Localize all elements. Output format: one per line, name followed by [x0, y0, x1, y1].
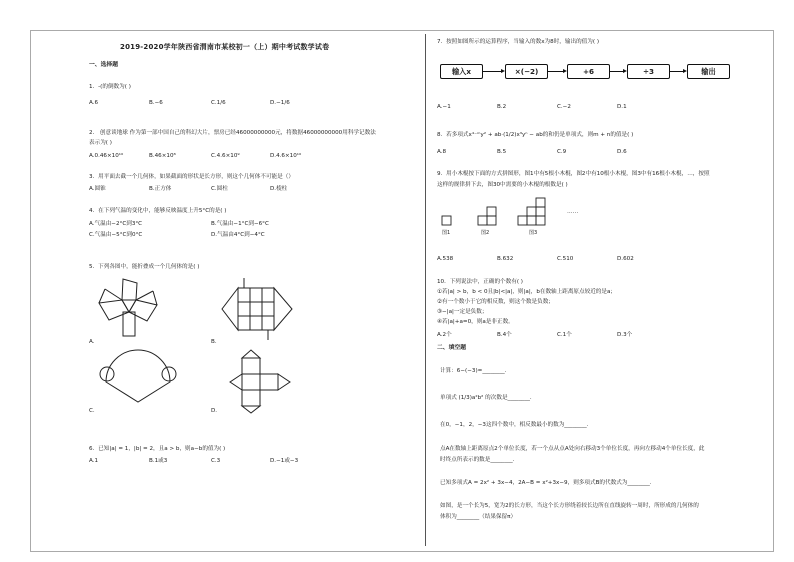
q4-option-c: C.气温由−5°C到0°C	[89, 232, 143, 238]
q10-statement-2: ②有一个数小于它的相反数，则这个数是负数；	[437, 299, 554, 305]
q1-option-b: B.−6	[149, 100, 163, 106]
q9-fig3-label: 图3	[529, 230, 538, 236]
q8-stem: 8．若多项式x⁴⁻ᵐy² + ab·(1/2)x³yⁿ − ab的和仍是单项式，则m + n的值是( )	[437, 132, 634, 138]
q7-option-b: B.2	[497, 104, 507, 110]
q9-stem-line2: 这样的规律拼下去，图30中需要的小木棍的根数是( )	[437, 182, 568, 188]
fill-4-line1: 点A在数轴上距离原点2个单位长度，若一个点从点A处向右移动3个单位长度，再向左移动4个单位长度，此	[440, 446, 705, 452]
q5-figure-b	[220, 278, 298, 343]
exam-title: 2019-2020学年陕西省渭南市某校初一（上）期中考试数学试卷	[120, 43, 330, 51]
fill-6-line1: 如图，是一个长为5，宽为2的长方形，当这个长方形绕着较长边所在直线旋转一周时，所形成的几何体的	[440, 503, 699, 509]
q9-option-a: A.538	[437, 256, 454, 262]
q10-statement-4: ④若|a|+a=0，则a是非正数。	[437, 319, 514, 325]
q2-option-c: C.4.6×10⁹	[211, 153, 240, 159]
q10-statement-3: ③−|a|一定是负数；	[437, 309, 488, 315]
q1-option-a: A.6	[89, 100, 99, 106]
q7-option-c: C.−2	[557, 104, 571, 110]
flow-box-output: 输出	[687, 64, 730, 79]
q6-option-c: C.3	[211, 458, 221, 464]
q8-option-d: D.6	[617, 149, 627, 155]
q5-stem: 5．下列各图中，能折叠成一个几何体的是( )	[89, 264, 200, 270]
q5-option-a-label: A.	[89, 339, 95, 345]
flow-arrow-3	[610, 71, 625, 72]
q1-stem: 1．-(的倒数为( )	[89, 84, 131, 90]
q10-statement-1: ①若|a| > b，b < 0且|b|<|a|，则|a|，b在数轴上距离原点较近的是a；	[437, 289, 617, 295]
q5-figure-c	[98, 350, 178, 410]
q6-option-a: A.1	[89, 458, 99, 464]
q8-option-a: A.8	[437, 149, 447, 155]
q2-option-a: A.0.46×10¹⁰	[89, 153, 124, 159]
q4-stem: 4．在下列气温的变化中，能够反映温度上升5°C的是( )	[89, 208, 227, 214]
fill-3: 在0，−1，2，−3这四个数中，相反数最小的数为________.	[440, 422, 589, 428]
q1-option-c: C.1/6	[211, 100, 226, 106]
q2-stem-line2: 表示为( )	[89, 140, 112, 146]
q3-stem: 3．用平面去截一个几何体，如果截面的形状是长方形，则这个几何体不可能是（）	[89, 174, 294, 180]
q7-stem: 7．按照如图所示的运算程序，当输入的数x为8时，输出的值为( )	[437, 39, 600, 45]
section-fill-heading: 二、填空题	[437, 345, 466, 351]
q1-option-d: D.−1/6	[270, 100, 290, 106]
q7-option-a: A.−1	[437, 104, 451, 110]
fill-6-line2: 体积为________（结果保留π）	[440, 514, 517, 520]
q5-option-d-label: D.	[211, 408, 218, 414]
q2-stem-line1: 2． 创意谈地球 作为第一部中国自己的科幻大片，票房已经46000000000元，将数据46000000000用科学记数法	[89, 130, 376, 136]
q3-option-b: B.正方体	[149, 186, 172, 192]
q10-option-a: A.2个	[437, 332, 452, 338]
fill-5: 已知多项式A = 2x² + 3x−4，2A−B = x²+3x−9，则多项式B的代数式为________.	[440, 480, 652, 486]
q5-option-b-label: B.	[211, 339, 217, 345]
q10-option-c: C.1个	[557, 332, 572, 338]
flow-arrow-2	[548, 71, 565, 72]
flow-box-plus6: +6	[567, 64, 610, 79]
flow-box-times-neg2: ×(−2)	[505, 64, 548, 79]
q9-option-d: D.602	[617, 256, 634, 262]
q9-ellipsis: ……	[567, 209, 579, 215]
q8-option-c: C.9	[557, 149, 567, 155]
section-choice-heading: 一、选择题	[89, 62, 118, 68]
fill-4-line2: 时终点所表示的数是________.	[440, 457, 515, 463]
q10-option-b: B.4个	[497, 332, 512, 338]
fill-1: 计算：6−(−3)=________.	[440, 368, 507, 374]
q4-option-a: A.气温由−2°C到3°C	[89, 221, 143, 227]
flow-arrow-1	[483, 71, 503, 72]
column-divider	[425, 34, 426, 546]
flow-box-divide3: ÷3	[627, 64, 670, 79]
q2-option-b: B.46×10⁸	[149, 153, 176, 159]
q2-option-d: D.4.6×10¹⁰	[270, 153, 302, 159]
q6-option-b: B.1或3	[149, 458, 168, 464]
q9-fig2-label: 图2	[481, 230, 490, 236]
q4-option-d: D.气温由4°C到−4°C	[211, 232, 265, 238]
q9-fig1-label: 图1	[442, 230, 451, 236]
q4-option-b: B.气温由−1°C到−6°C	[211, 221, 269, 227]
q6-stem: 6．已知|a| = 1，|b| = 2，且a > b，则a−b的值为( )	[89, 446, 226, 452]
q9-option-b: B.632	[497, 256, 514, 262]
fill-2: 单项式 (1/3)a²b² 的次数是________.	[440, 395, 532, 401]
q5-figure-a	[95, 275, 165, 340]
q7-option-d: D.1	[617, 104, 627, 110]
q9-stem-line1: 9．用小木棍按下面的方式拼图形，图1中有5根小木棍，图2中有10根小木棍，图3中有16根小木棍，…，按照	[437, 171, 710, 177]
q8-option-b: B.5	[497, 149, 507, 155]
q5-option-c-label: C.	[89, 408, 95, 414]
q9-option-c: C.510	[557, 256, 574, 262]
flow-arrow-4	[670, 71, 685, 72]
q3-option-c: C.圆柱	[211, 186, 228, 192]
q5-figure-d	[222, 350, 298, 414]
q10-option-d: D.3个	[617, 332, 633, 338]
q6-option-d: D.−1或−3	[270, 458, 299, 464]
q3-option-a: A.圆锥	[89, 186, 106, 192]
flow-box-input: 输入x	[440, 64, 483, 79]
q3-option-d: D.棱柱	[270, 186, 288, 192]
q10-stem: 10．下列说法中，正确的个数有( )	[437, 279, 523, 285]
